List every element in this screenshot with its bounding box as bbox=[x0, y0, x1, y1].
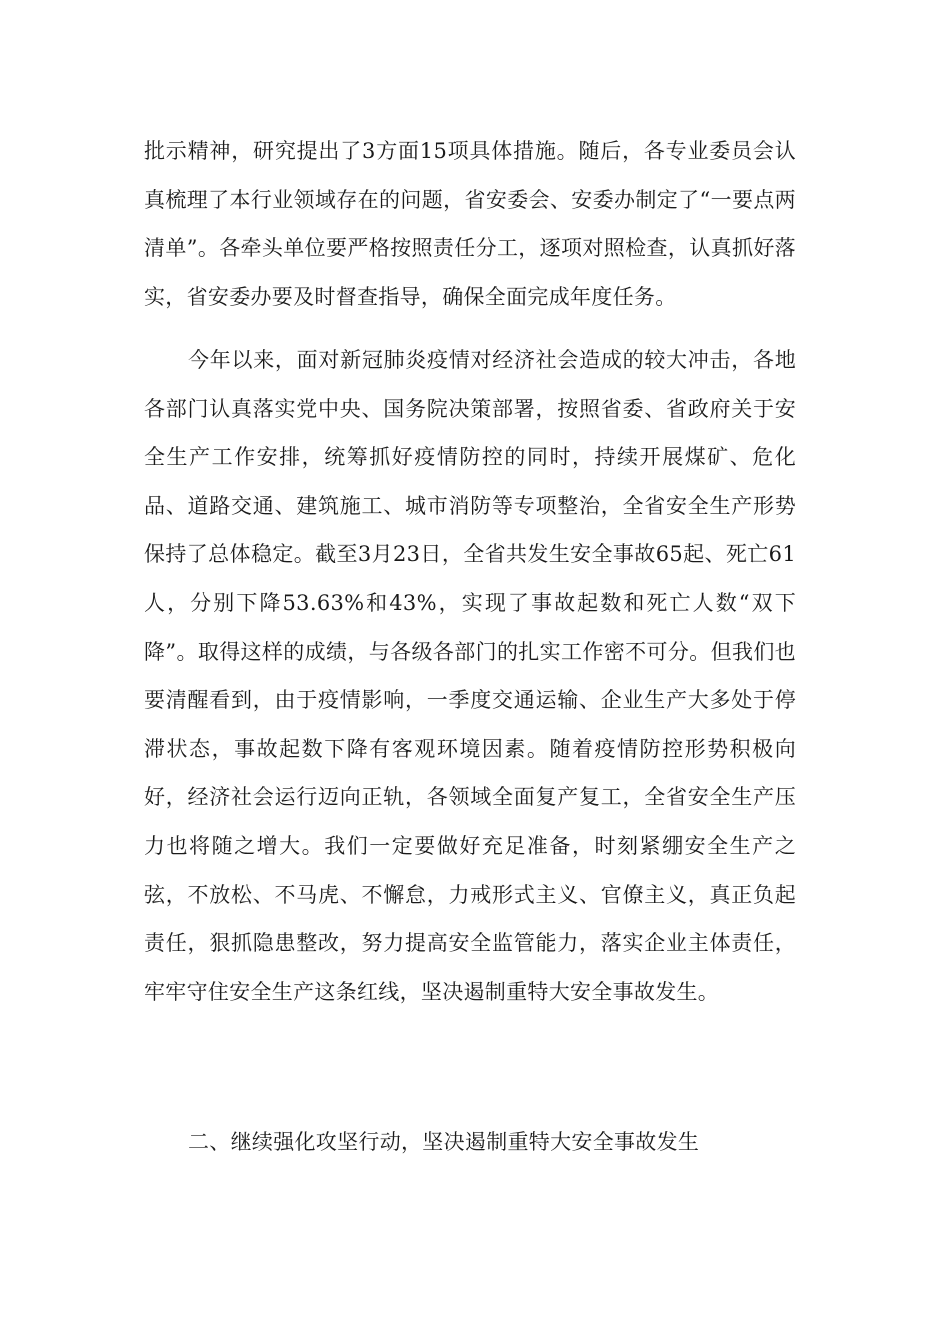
paragraph-measures: 批示精神，研究提出了3方面15项具体措施。随后，各专业委员会认真梳理了本行业领域存在的问题，省安委会、安委办制定了“一要点两清单”。各牵头单位要严格按照责任分工，逐项对照检查，认真抓好落实，省安委办要及时督查指导，确保全面完成年度任务。 bbox=[144, 139, 796, 309]
paragraph-situation: 今年以来，面对新冠肺炎疫情对经济社会造成的较大冲击，各地各部门认真落实党中央、国务院决策部署，按照省委、省政府关于安全生产工作安排，统筹抓好疫情防控的同时，持续开展煤矿、危化品、道路交通、建筑施工、城市消防等专项整治，全省安全生产形势保持了总体稳定。截至3月23日，全省共发生安全事故65起、死亡61人，分别下降53.63%和43%，实现了事故起数和死亡人数“双下降”。取得这样的成绩，与各级各部门的扎实工作密不可分。但我们也要清醒看到，由于疫情影响，一季度交通运输、企业生产大多处于停滞状态，事故起数下降有客观环境因素。随着疫情防控形势积极向好，经济社会运行迈向正轨，各领域全面复产复工，全省安全生产压力也将随之增大。我们一定要做好充足准备，时刻紧绷安全生产之弦，不放松、不马虎、不懈怠，力戒形式主义、官僚主义，真正负起责任，狠抓隐患整改，努力提高安全监管能力，落实企业主体责任，牢牢守住安全生产这条红线，坚决遏制重特大安全事故发生。 bbox=[144, 348, 796, 1004]
section-heading: 二、继续强化攻坚行动，坚决遏制重特大安全事故发生 bbox=[188, 1130, 700, 1154]
